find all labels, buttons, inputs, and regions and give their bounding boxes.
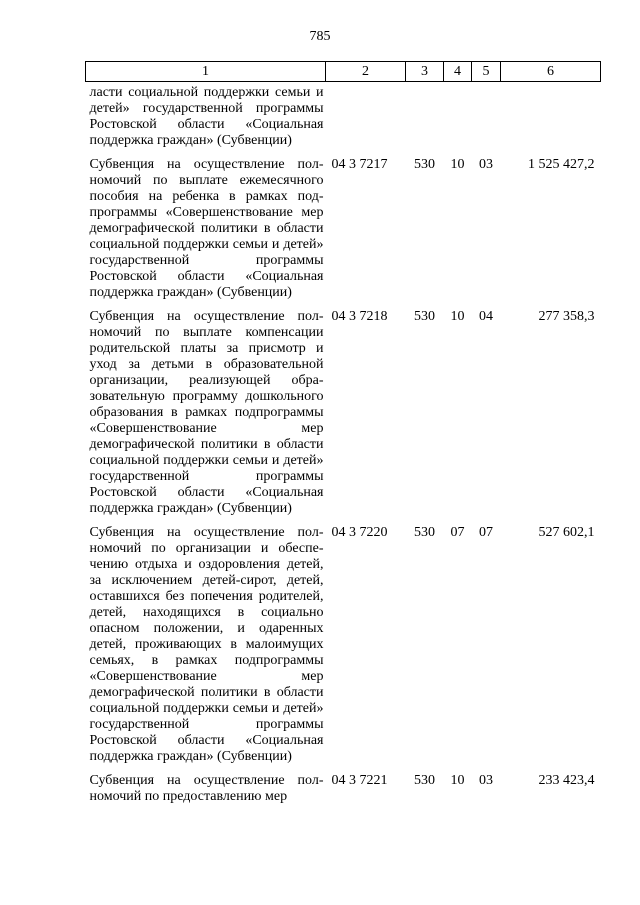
row-target-code: 04 3 7217	[331, 157, 388, 172]
row-description: ласти социальной поддержки семьи и детей» государственной программы Ростовской области «Социальная поддержка граждан» (Субвенции)	[89, 85, 324, 148]
row-section: 10	[450, 309, 465, 324]
table-body	[86, 82, 601, 806]
row-amount	[501, 82, 601, 150]
row-target-code: 04 3 7221	[331, 773, 388, 788]
row-subsection: 03	[479, 157, 493, 172]
row-amount: 527 602,1	[538, 525, 595, 540]
row-section	[444, 82, 472, 150]
row-subsection: 03	[479, 773, 493, 788]
page-number: 785	[309, 29, 331, 44]
row-description: Субвенция на осуществление полномочий по выплате ежемесячного пособия на ребенка в рамках подпрограммы «Совершенствование мер демографической политики в области социальной поддержки семьи и детей» государственной программы Ростовской области «Социальная поддержка граждан» (Субвенции)	[89, 157, 324, 300]
row-description: Субвенция на осуществление полномочий по предоставлению мер	[89, 773, 324, 804]
row-expense-type: 530	[414, 773, 435, 788]
table-row	[86, 149, 601, 301]
row-expense-type: 530	[414, 309, 435, 324]
row-subsection	[472, 82, 501, 150]
row-target-code: 04 3 7218	[331, 309, 388, 324]
row-section: 10	[450, 157, 465, 172]
table-row	[86, 82, 601, 150]
header-col-6: 6	[501, 62, 601, 82]
row-description: Субвенция на осуществление полномочий по организации и обеспечению отдыха и оздоровления детей, за исключением детей-сирот, детей, оставшихся без попечения родителей, детей, находящихся в социально опасном положении, и одаренных детей, проживающих в малоимущих семьях, в рамках подпрограммы «Совершенствование мер демографической политики в области социальной поддержки семьи и детей» государственной программы Ростовской области «Социальная поддержка граждан» (Субвенции)	[89, 525, 324, 764]
table-header	[86, 62, 601, 82]
header-col-5: 5	[472, 62, 501, 82]
row-subsection: 07	[479, 525, 493, 540]
header-col-1: 1	[86, 62, 326, 82]
header-col-2: 2	[326, 62, 406, 82]
budget-table	[85, 61, 601, 805]
row-expense-type	[406, 82, 444, 150]
row-expense-type: 530	[414, 157, 435, 172]
row-amount: 1 525 427,2	[528, 157, 595, 172]
row-target-code: 04 3 7220	[331, 525, 388, 540]
table-row	[86, 301, 601, 517]
table-row	[86, 517, 601, 765]
header-col-4: 4	[444, 62, 472, 82]
row-amount: 277 358,3	[538, 309, 595, 324]
row-amount: 233 423,4	[538, 773, 595, 788]
row-target-code	[326, 82, 406, 150]
row-description: Субвенция на осуществление полномочий по выплате компенсации родительской платы за присмотр и уход за детьми в образовательной организации, реализующей образовательную программу дошкольного образования в рамках подпрограммы «Совершенствование мер демографической политики в области социальной поддержки семьи и детей» государственной программы Ростовской области «Социальная поддержка граждан» (Субвенции)	[89, 309, 324, 516]
row-expense-type: 530	[414, 525, 435, 540]
row-section: 10	[450, 773, 465, 788]
row-subsection: 04	[479, 309, 493, 324]
header-row	[86, 62, 601, 82]
row-section: 07	[450, 525, 465, 540]
table-row	[86, 765, 601, 805]
header-col-3: 3	[406, 62, 444, 82]
